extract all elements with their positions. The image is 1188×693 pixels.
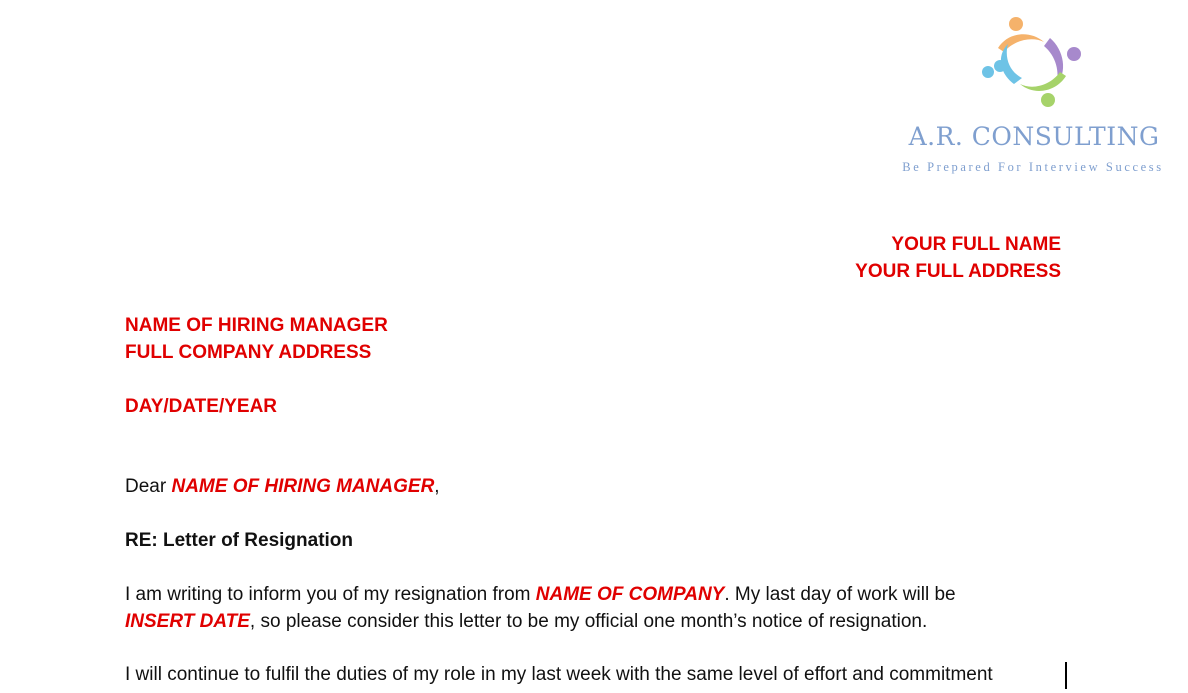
paragraph-1-text-a: I am writing to inform you of my resignation from — [125, 584, 536, 605]
salutation-name: NAME OF HIRING MANAGER — [171, 476, 435, 497]
sender-block — [855, 231, 1061, 285]
logo-company-name: A.R. CONSULTING — [908, 122, 1160, 151]
paragraph-1-date: INSERT DATE — [125, 611, 250, 632]
sender-name: YOUR FULL NAME — [891, 234, 1061, 255]
recipient-manager: NAME OF HIRING MANAGER — [125, 315, 388, 336]
letter-date: DAY/DATE/YEAR — [125, 396, 278, 417]
paragraph-1-company: NAME OF COMPANY — [535, 584, 725, 605]
sender-address: YOUR FULL ADDRESS — [855, 261, 1061, 282]
blank-line — [125, 366, 388, 393]
paragraph-1-line-2 — [125, 608, 927, 635]
paragraph-1-text-c: , so please consider this letter to be my official one month’s notice of resignation. — [249, 611, 928, 632]
recipient-block — [125, 312, 388, 420]
logo-tagline: Be Prepared For Interview Success — [902, 160, 1164, 174]
salutation-suffix: , — [434, 476, 440, 497]
salutation — [125, 473, 440, 500]
salutation-prefix: Dear — [125, 476, 172, 497]
subject-line: RE: Letter of Resignation — [125, 530, 354, 551]
paragraph-1-line-1 — [125, 581, 956, 608]
paragraph-2-line-1: I will continue to fulfil the duties of my role in my last week with the same level of effort and commitment — [125, 664, 993, 685]
people-circle-logo-icon — [978, 14, 1088, 110]
paragraph-1-text-b: . My last day of work will be — [724, 584, 956, 605]
recipient-company-address: FULL COMPANY ADDRESS — [125, 342, 372, 363]
company-logo — [880, 12, 1186, 182]
text-cursor[interactable] — [1065, 662, 1067, 689]
